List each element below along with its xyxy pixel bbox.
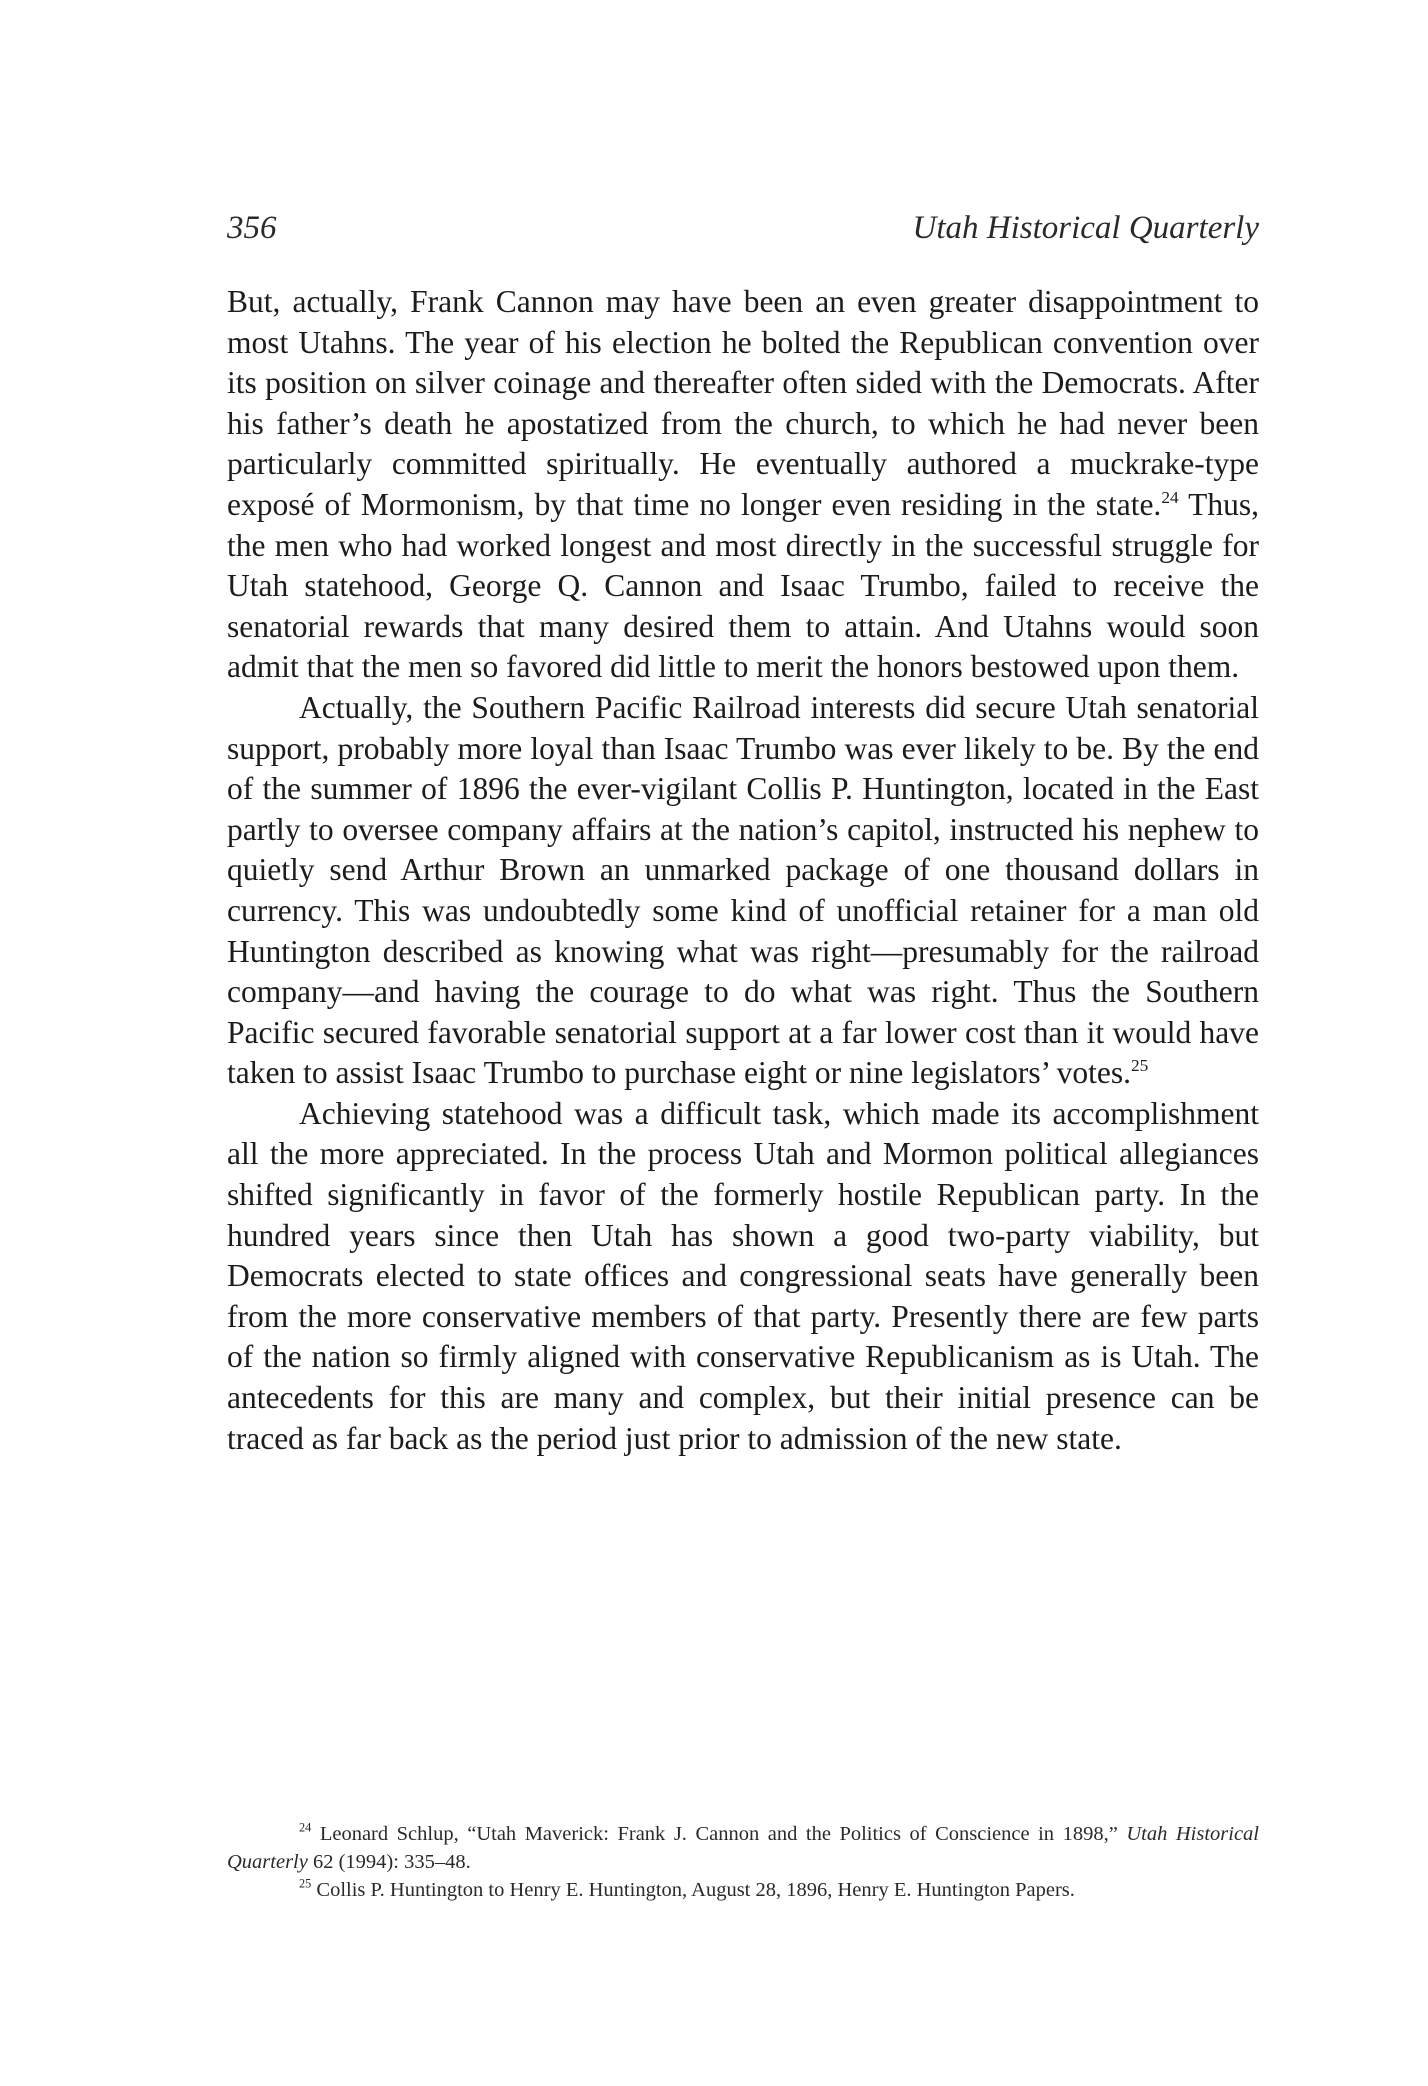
- paragraph-1: [227, 282, 1259, 688]
- footnote-text: 62 (1994): 335–48.: [307, 1851, 471, 1873]
- footnote-text: Collis P. Huntington to Henry E. Huntington, August 28, 1896, Henry E. Huntington Papers.: [311, 1879, 1075, 1901]
- paragraph-3: [227, 1094, 1259, 1459]
- footnote-number: 25: [299, 1876, 312, 1891]
- body-text: [227, 282, 1259, 1459]
- footnotes: [227, 1820, 1259, 1904]
- footnote-24: [227, 1820, 1259, 1876]
- paragraph-text: Achieving statehood was a difficult task, which made its accomplishment all the more appreciated. In the process Utah and Mormon political allegiances shifted significantly in favor of the formerly hostile Republican party. In the hundred years since then Utah has shown a good two-party viability, but Democrats elected to state offices and congressional seats have generally been from the more conservative members of that party. Presently there are few parts of the nation so firmly aligned with conservative Republicanism as is Utah. The antecedents for this are many and complex, but their initial presence can be traced as far back as the period just prior to admission of the new state.: [227, 1095, 1259, 1456]
- paragraph-2: [227, 688, 1259, 1094]
- journal-title: Utah Historical Quarterly: [227, 1823, 1259, 1873]
- page-number: 356: [227, 210, 277, 246]
- paragraph-text: Actually, the Southern Pacific Railroad interests did secure Utah senatorial support, probably more loyal than Isaac Trumbo was ever likely to be. By the end of the summer of 1896 the ever-vigilant Collis P. Huntington, located in the East partly to oversee company affairs at the nation’s capitol, instructed his nephew to quietly send Arthur Brown an unmarked package of one thousand dollars in currency. This was undoubtedly some kind of unofficial retainer for a man old Huntington described as knowing what was right—presumably for the railroad company—and having the courage to do what was right. Thus the Southern Pacific secured favorable senatorial support at a far lower cost than it would have taken to assist Isaac Trumbo to purchase eight or nine legislators’ votes.: [227, 689, 1259, 1091]
- footnote-ref-24[interactable]: 24: [1161, 487, 1179, 507]
- footnote-number: 24: [299, 1820, 312, 1835]
- paragraph-text: But, actually, Frank Cannon may have been an even greater disappointment to most Utahns. The year of his election he bolted the Republican convention over its position on silver coinage and thereafter often sided with the Democrats. After his father’s death he apostatized from the church, to which he had never been particularly committed spiritually. He eventually authored a muckrake-type exposé of Mormonism, by that time no longer even residing in the state.: [227, 284, 1259, 522]
- footnote-25: [227, 1876, 1259, 1904]
- paragraph-text: Thus, the men who had worked longest and most directly in the successful struggle for Utah statehood, George Q. Cannon and Isaac Trumbo, failed to receive the senatorial rewards that many desired them to attain. And Utahns would soon admit that the men so favored did little to merit the honors bestowed upon them.: [227, 486, 1259, 685]
- running-header: [227, 206, 1259, 250]
- footnote-text: Leonard Schlup, “Utah Maverick: Frank J. Cannon and the Politics of Conscience in 1898,”: [311, 1823, 1127, 1845]
- footnote-ref-25[interactable]: 25: [1131, 1056, 1149, 1076]
- running-title: Utah Historical Quarterly: [912, 210, 1259, 246]
